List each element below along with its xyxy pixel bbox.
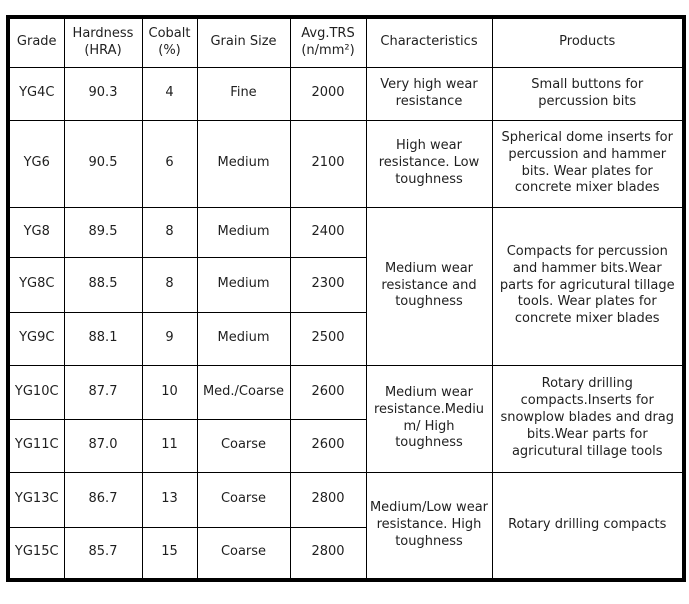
cell-hardness: 90.5 xyxy=(64,120,142,207)
cell-hardness: 86.7 xyxy=(64,472,142,527)
cell-grade: YG13C xyxy=(8,472,64,527)
header-row xyxy=(8,17,684,67)
cell-cobalt: 10 xyxy=(142,365,197,419)
cell-cobalt: 11 xyxy=(142,419,197,472)
table-row-yg8 xyxy=(8,207,684,257)
table-row-yg10c xyxy=(8,365,684,419)
cell-avg-trs: 2500 xyxy=(290,312,366,365)
cell-characteristics: Very high wear resistance xyxy=(366,67,492,120)
cell-grade: YG8 xyxy=(8,207,64,257)
cell-characteristics-merged: Medium wear resistance.Medium/ High toughness xyxy=(366,365,492,472)
cell-products-merged: Rotary drilling compacts.Inserts for snowplow blades and drag bits.Wear parts for agricutural tillage tools xyxy=(492,365,684,472)
cell-cobalt: 4 xyxy=(142,67,197,120)
col-header-grade: Grade xyxy=(8,17,64,67)
cell-avg-trs: 2100 xyxy=(290,120,366,207)
cell-avg-trs: 2400 xyxy=(290,207,366,257)
cell-grain-size: Coarse xyxy=(197,419,290,472)
cell-grade: YG8C xyxy=(8,257,64,312)
cell-cobalt: 15 xyxy=(142,527,197,580)
cell-products-merged: Rotary drilling compacts xyxy=(492,472,684,580)
cell-grain-size: Medium xyxy=(197,312,290,365)
col-header-avg-trs: Avg.TRS (n/mm²) xyxy=(290,17,366,67)
cell-grade: YG10C xyxy=(8,365,64,419)
cell-grain-size: Coarse xyxy=(197,472,290,527)
cell-grade: YG15C xyxy=(8,527,64,580)
cell-grain-size: Medium xyxy=(197,120,290,207)
cell-cobalt: 9 xyxy=(142,312,197,365)
cell-avg-trs: 2600 xyxy=(290,365,366,419)
cell-characteristics-merged: Medium/Low wear resistance. High toughness xyxy=(366,472,492,580)
cell-cobalt: 8 xyxy=(142,207,197,257)
cell-cobalt: 8 xyxy=(142,257,197,312)
cell-avg-trs: 2800 xyxy=(290,527,366,580)
cell-products: Spherical dome inserts for percussion and hammer bits. Wear plates for concrete mixer blades xyxy=(492,120,684,207)
cell-grade: YG6 xyxy=(8,120,64,207)
cell-products-merged: Compacts for percussion and hammer bits.Wear parts for agricutural tillage tools. Wear plates for concrete mixer blades xyxy=(492,207,684,365)
cell-hardness: 87.7 xyxy=(64,365,142,419)
cell-grain-size: Medium xyxy=(197,207,290,257)
cell-grade: YG11C xyxy=(8,419,64,472)
col-header-grain-size: Grain Size xyxy=(197,17,290,67)
cell-hardness: 88.1 xyxy=(64,312,142,365)
cell-cobalt: 6 xyxy=(142,120,197,207)
col-header-cobalt: Cobalt (%) xyxy=(142,17,197,67)
cell-avg-trs: 2800 xyxy=(290,472,366,527)
table-row-yg13c xyxy=(8,472,684,527)
cell-characteristics: High wear resistance. Low toughness xyxy=(366,120,492,207)
cell-characteristics-merged: Medium wear resistance and toughness xyxy=(366,207,492,365)
table-row-yg4c xyxy=(8,67,684,120)
cell-grain-size: Medium xyxy=(197,257,290,312)
cell-avg-trs: 2600 xyxy=(290,419,366,472)
cell-grade: YG4C xyxy=(8,67,64,120)
cell-grain-size: Coarse xyxy=(197,527,290,580)
cell-cobalt: 13 xyxy=(142,472,197,527)
cell-avg-trs: 2000 xyxy=(290,67,366,120)
col-header-products: Products xyxy=(492,17,684,67)
cell-hardness: 89.5 xyxy=(64,207,142,257)
cell-grain-size: Med./Coarse xyxy=(197,365,290,419)
col-header-hardness: Hardness (HRA) xyxy=(64,17,142,67)
table-row-yg6 xyxy=(8,120,684,207)
carbide-grades-table xyxy=(6,15,686,582)
cell-hardness: 88.5 xyxy=(64,257,142,312)
cell-grain-size: Fine xyxy=(197,67,290,120)
cell-hardness: 87.0 xyxy=(64,419,142,472)
cell-avg-trs: 2300 xyxy=(290,257,366,312)
col-header-characteristics: Characteristics xyxy=(366,17,492,67)
cell-products: Small buttons for percussion bits xyxy=(492,67,684,120)
cell-hardness: 90.3 xyxy=(64,67,142,120)
cell-grade: YG9C xyxy=(8,312,64,365)
cell-hardness: 85.7 xyxy=(64,527,142,580)
